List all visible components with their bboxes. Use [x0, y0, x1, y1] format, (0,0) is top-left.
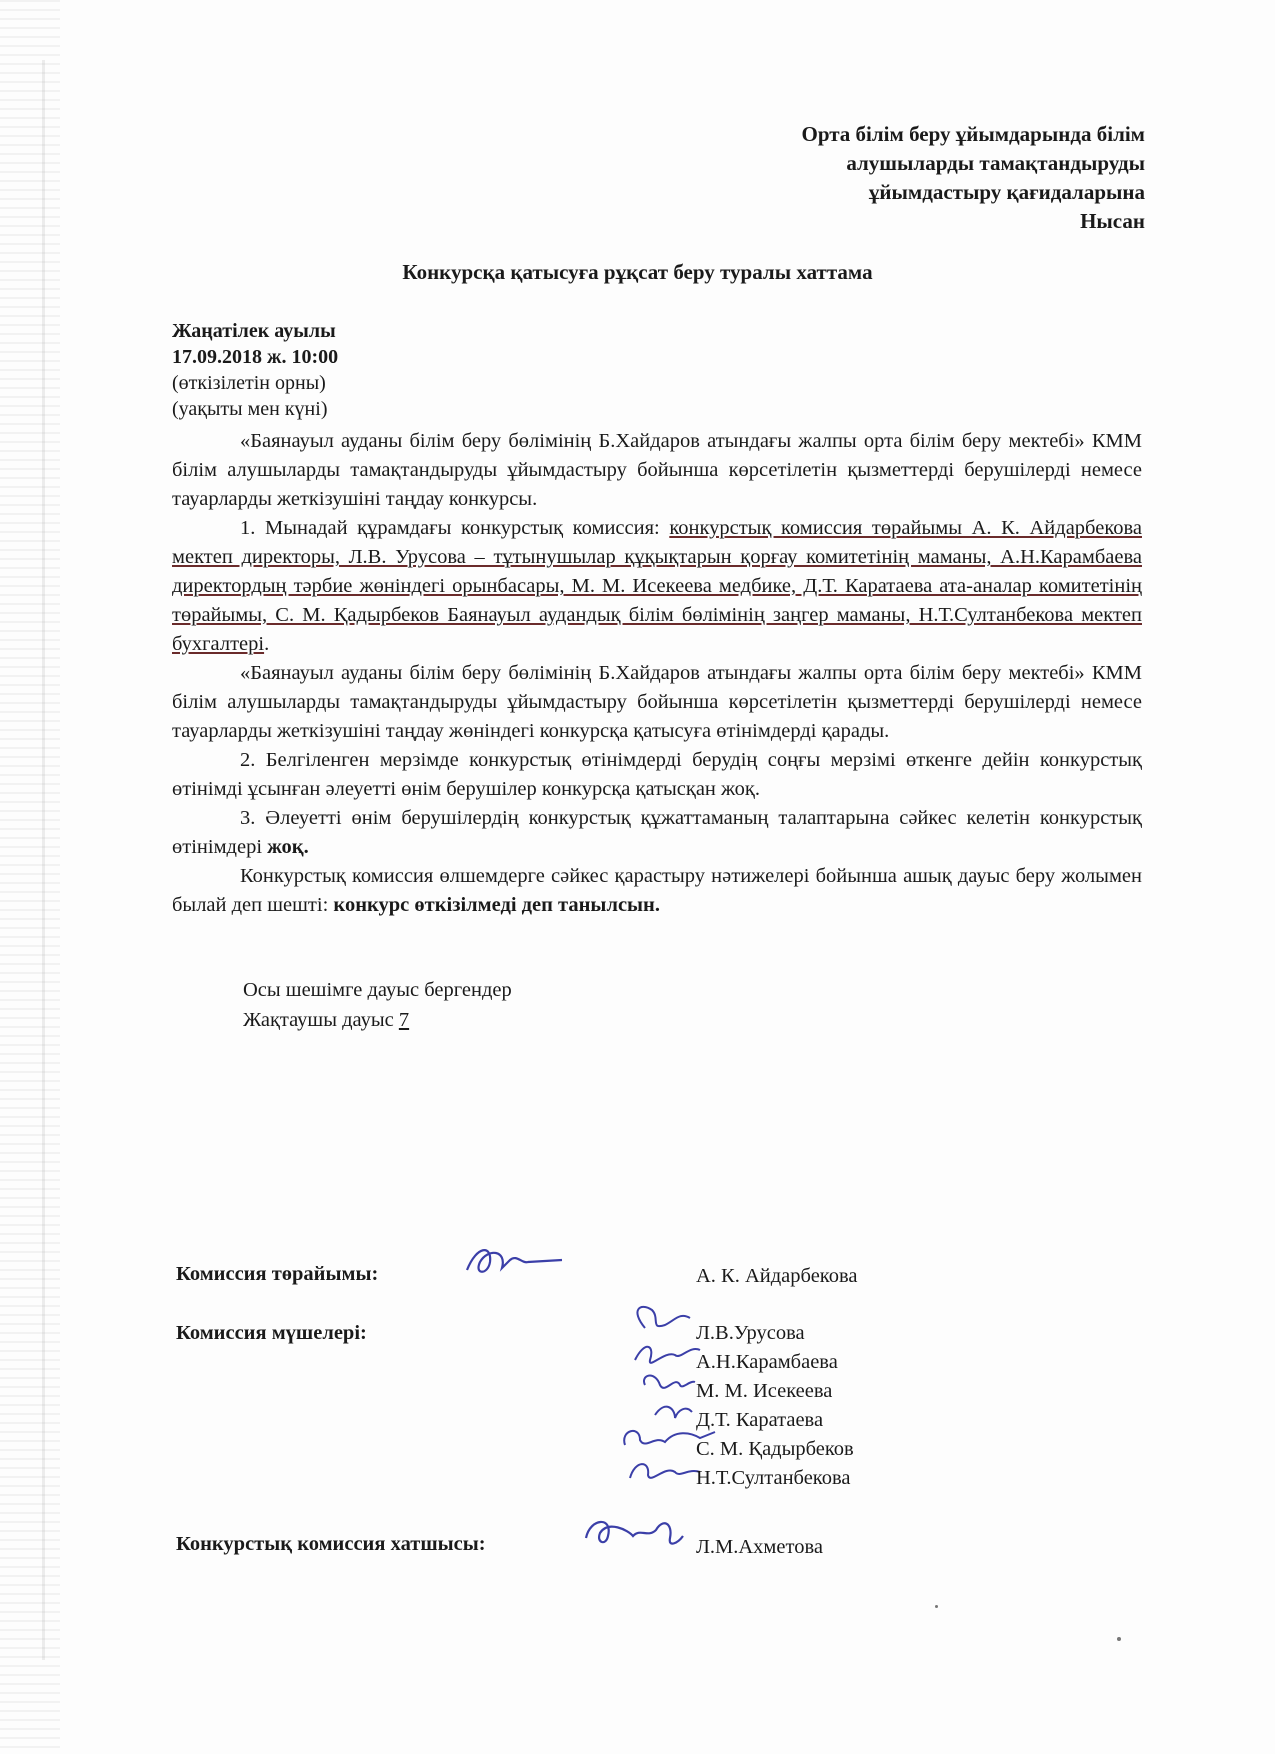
votes-block	[243, 975, 512, 1035]
item-2-paragraph: 2. Белгіленген мерзімде конкурстық өтінімдерді берудің соңғы мерзімі өткенге дейін конкурстық өтінімді ұсынған әлеуетті өнім берушілер конкурсқа қатысқан жоқ.	[172, 749, 1142, 800]
form-reference-header	[802, 120, 1146, 236]
scan-artifact-line	[42, 60, 45, 1660]
review-paragraph: «Баянауыл ауданы білім беру бөлімінің Б.Хайдаров атындағы жалпы орта білім беру мектебі» КММ білім алушыларды тамақтандыруды ұйымдастыру бойынша көрсетілетін қызметтерді берушілерді немесе тауарларды жеткізушіні таңдау жөніндегі конкурсқа қатысуға өтінімдерді қарады.	[172, 662, 1142, 742]
intro-paragraph: «Баянауыл ауданы білім беру бөлімінің Б.Хайдаров атындағы жалпы орта білім беру мектебі» КММ білім алушыларды тамақтандыруды ұйымдастыру бойынша көрсетілетін қызметтерді берушілерді немесе тауарларды жеткізушіні таңдау конкурсы.	[172, 430, 1142, 510]
item-3-text: 3. Әлеуетті өнім берушілердің конкурстық құжаттаманың талаптарына сәйкес келетін конкурстық өтінімдері	[172, 807, 1142, 858]
location: Жаңатілек ауылы	[172, 320, 336, 342]
member-name: Н.Т.Султанбекова	[696, 1467, 851, 1489]
decision-result: конкурс өткізілмеді деп танылсын.	[333, 894, 660, 916]
item-1-prefix: 1. Мынадай құрамдағы конкурстық комиссия:	[240, 517, 670, 539]
members-names	[696, 1319, 854, 1493]
member-name: Л.В.Урусова	[696, 1322, 805, 1344]
member-name: М. М. Исекеева	[696, 1380, 833, 1402]
secretary-name: Л.М.Ахметова	[696, 1536, 823, 1558]
decision-text: Конкурстық комиссия өлшемдерге сәйкес қарастыру нәтижелері бойынша ашық дауыс беру жолымен былай деп шешті:	[172, 865, 1142, 916]
document-body	[172, 427, 1142, 920]
member-name: Д.Т. Каратаева	[696, 1409, 824, 1431]
votes-for-line	[243, 1005, 512, 1035]
header-line-2: алушыларды тамақтандыруды	[846, 151, 1145, 175]
scan-speck	[1117, 1637, 1121, 1641]
datetime-caption: (уақыты мен күні)	[172, 398, 328, 420]
header-line-1: Орта білім беру ұйымдарында білім	[801, 122, 1145, 146]
secretary-label: Конкурстық комиссия хатшысы:	[176, 1533, 486, 1555]
member-name: А.Н.Карамбаева	[696, 1351, 838, 1373]
member-name: С. М. Қадырбеков	[696, 1438, 854, 1460]
item-1-end: .	[264, 633, 270, 655]
header-line-3: ұйымдастыру қағидаларына	[868, 180, 1145, 204]
decision-paragraph	[172, 862, 1142, 920]
votes-for-label: Жақтаушы дауыс	[243, 1009, 399, 1031]
place-and-date-block	[172, 318, 338, 422]
votes-caption: Осы шешімге дауыс бергендер	[243, 979, 512, 1001]
item-1-paragraph	[172, 514, 1142, 659]
item-3-paragraph	[172, 804, 1142, 862]
secretary-signature	[578, 1508, 688, 1558]
commission-members-text: конкурстық комиссия төрайымы А. К. Айдарбекова мектеп директоры, Л.В. Урусова – тұтынушылар құқықтарын қорғау комитетінің маманы, А.Н.Карамбаева директордың тәрбие жөніндегі орынбасары, М. М. Исекеева медбике, Д.Т. Каратаева ата-аналар комитетінің төрайымы, С. М. Қадырбеков Баянауыл аудандық білім бөлімінің заңгер маманы, Н.Т.Султанбекова мектеп бухгалтері	[172, 517, 1142, 655]
chair-name: А. К. Айдарбекова	[696, 1265, 858, 1287]
location-caption: (өткізілетін орны)	[172, 372, 326, 394]
members-label: Комиссия мүшелері:	[176, 1322, 367, 1344]
datetime: 17.09.2018 ж. 10:00	[172, 346, 339, 368]
item-3-result: жоқ.	[267, 836, 309, 858]
chair-signature	[462, 1240, 572, 1285]
document-title: Конкурсқа қатысуға рұқсат беру туралы хаттама	[402, 260, 873, 284]
votes-for-count: 7	[398, 1009, 410, 1031]
chair-label: Комиссия төрайымы:	[176, 1263, 379, 1285]
scan-speck	[935, 1605, 938, 1608]
header-line-4: Нысан	[1080, 209, 1145, 233]
